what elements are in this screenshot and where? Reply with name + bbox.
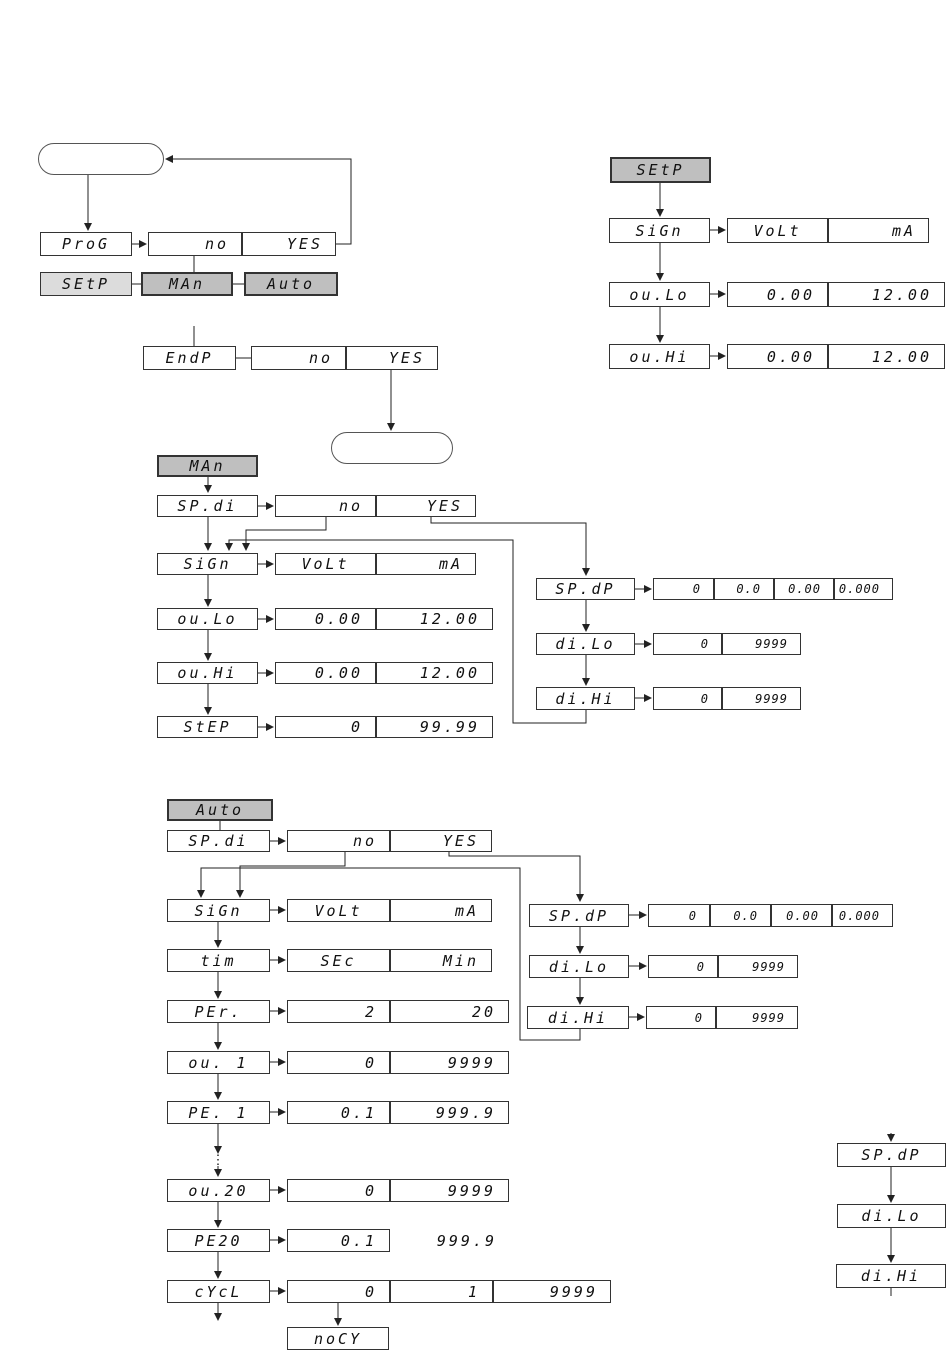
prog-item: ProG: [40, 232, 132, 256]
auto-pe20-v1: 0.1: [287, 1229, 390, 1252]
auto-pe1-v1: 0.1: [287, 1101, 390, 1124]
setp-ouhi-v2: 12.00: [828, 344, 945, 369]
ellipsis-marker: ⋮: [211, 1152, 225, 1168]
auto-tim-v1: SEc: [287, 949, 390, 972]
setp-menu-header: SEtP: [610, 157, 711, 183]
auto-mode: Auto: [244, 272, 338, 296]
auto-spdp-v3: 0.000: [832, 904, 893, 927]
auto-cycl-v3: 9999: [493, 1280, 611, 1303]
man-ouhi-label: ou.Hi: [157, 662, 258, 684]
side-dilo: di.Lo: [837, 1204, 946, 1228]
setp-oulo-label: ou.Lo: [609, 282, 710, 307]
auto-menu-header: Auto: [167, 799, 273, 821]
auto-sign-label: SiGn: [167, 899, 270, 922]
setp-mode: SEtP: [40, 272, 132, 296]
auto-pe20-label: PE20: [167, 1229, 270, 1252]
man-sign-v1: VoLt: [275, 553, 376, 575]
auto-per-v1: 2: [287, 1000, 390, 1023]
auto-pe1-label: PE. 1: [167, 1101, 270, 1124]
man-sign-v2: mA: [376, 553, 476, 575]
auto-dihi-label: di.Hi: [527, 1006, 629, 1029]
end-terminal: [331, 432, 453, 464]
setp-sign-v1: VoLt: [727, 218, 828, 243]
man-oulo-label: ou.Lo: [157, 608, 258, 630]
auto-spdi-label: SP.di: [167, 830, 270, 852]
man-oulo-v1: 0.00: [275, 608, 376, 630]
auto-pe1-v2: 999.9: [390, 1101, 509, 1124]
auto-dihi-v1: 0: [646, 1006, 716, 1029]
start-terminal: [38, 143, 164, 175]
auto-spdi-no: no: [287, 830, 390, 852]
man-step-label: StEP: [157, 716, 258, 738]
man-ouhi-v2: 12.00: [376, 662, 493, 684]
auto-spdp-v0: 0: [648, 904, 710, 927]
man-spdi-no: no: [275, 495, 376, 517]
prog-yes-option: YES: [242, 232, 336, 256]
man-spdi-label: SP.di: [157, 495, 258, 517]
setp-sign-label: SiGn: [609, 218, 710, 243]
man-ouhi-v1: 0.00: [275, 662, 376, 684]
setp-oulo-v2: 12.00: [828, 282, 945, 307]
man-dilo-label: di.Lo: [536, 633, 635, 655]
auto-ou20-label: ou.20: [167, 1179, 270, 1202]
man-dilo-v2: 9999: [722, 633, 801, 655]
auto-spdp-v1: 0.0: [710, 904, 771, 927]
man-dilo-v1: 0: [653, 633, 722, 655]
endp-yes-option: YES: [346, 346, 438, 370]
man-dihi-v2: 9999: [722, 687, 801, 710]
man-spdp-v1: 0.0: [714, 578, 774, 600]
auto-tim-label: tim: [167, 949, 270, 972]
auto-spdp-label: SP.dP: [529, 904, 629, 927]
man-menu-header: MAn: [157, 455, 258, 477]
auto-dihi-v2: 9999: [716, 1006, 798, 1029]
auto-dilo-v2: 9999: [718, 955, 798, 978]
auto-cycl-v2: 1: [390, 1280, 493, 1303]
auto-ou20-v2: 9999: [390, 1179, 509, 1202]
auto-tim-v2: Min: [390, 949, 492, 972]
man-dihi-v1: 0: [653, 687, 722, 710]
man-spdp-v0: 0: [653, 578, 714, 600]
setp-ouhi-label: ou.Hi: [609, 344, 710, 369]
setp-oulo-v1: 0.00: [727, 282, 828, 307]
man-spdp-v2: 0.00: [774, 578, 834, 600]
side-spdp: SP.dP: [837, 1143, 946, 1167]
setp-ouhi-v1: 0.00: [727, 344, 828, 369]
auto-per-v2: 20: [390, 1000, 509, 1023]
auto-ou1-label: ou. 1: [167, 1051, 270, 1074]
endp-item: EndP: [143, 346, 236, 370]
auto-nocy: noCY: [287, 1327, 389, 1350]
auto-spdi-yes: YES: [390, 830, 492, 852]
auto-dilo-label: di.Lo: [529, 955, 629, 978]
auto-dilo-v1: 0: [648, 955, 718, 978]
auto-spdp-v2: 0.00: [771, 904, 832, 927]
man-sign-label: SiGn: [157, 553, 258, 575]
man-oulo-v2: 12.00: [376, 608, 493, 630]
man-spdp-v3: 0.000: [834, 578, 893, 600]
auto-cycl-label: cYcL: [167, 1280, 270, 1303]
auto-ou1-v1: 0: [287, 1051, 390, 1074]
man-spdi-yes: YES: [376, 495, 476, 517]
prog-no-option: no: [148, 232, 242, 256]
setp-sign-v2: mA: [828, 218, 929, 243]
man-mode: MAn: [141, 272, 233, 296]
auto-ou1-v2: 9999: [390, 1051, 509, 1074]
man-dihi-label: di.Hi: [536, 687, 635, 710]
man-step-v1: 0: [275, 716, 376, 738]
auto-sign-v1: VoLt: [287, 899, 390, 922]
side-dihi: di.Hi: [836, 1264, 946, 1288]
auto-pe20-v2: 999.9: [436, 1231, 497, 1250]
auto-ou20-v1: 0: [287, 1179, 390, 1202]
man-spdp-label: SP.dP: [536, 578, 635, 600]
man-step-v2: 99.99: [376, 716, 493, 738]
auto-per-label: PEr.: [167, 1000, 270, 1023]
endp-no-option: no: [251, 346, 346, 370]
auto-sign-v2: mA: [390, 899, 492, 922]
auto-cycl-v1: 0: [287, 1280, 390, 1303]
